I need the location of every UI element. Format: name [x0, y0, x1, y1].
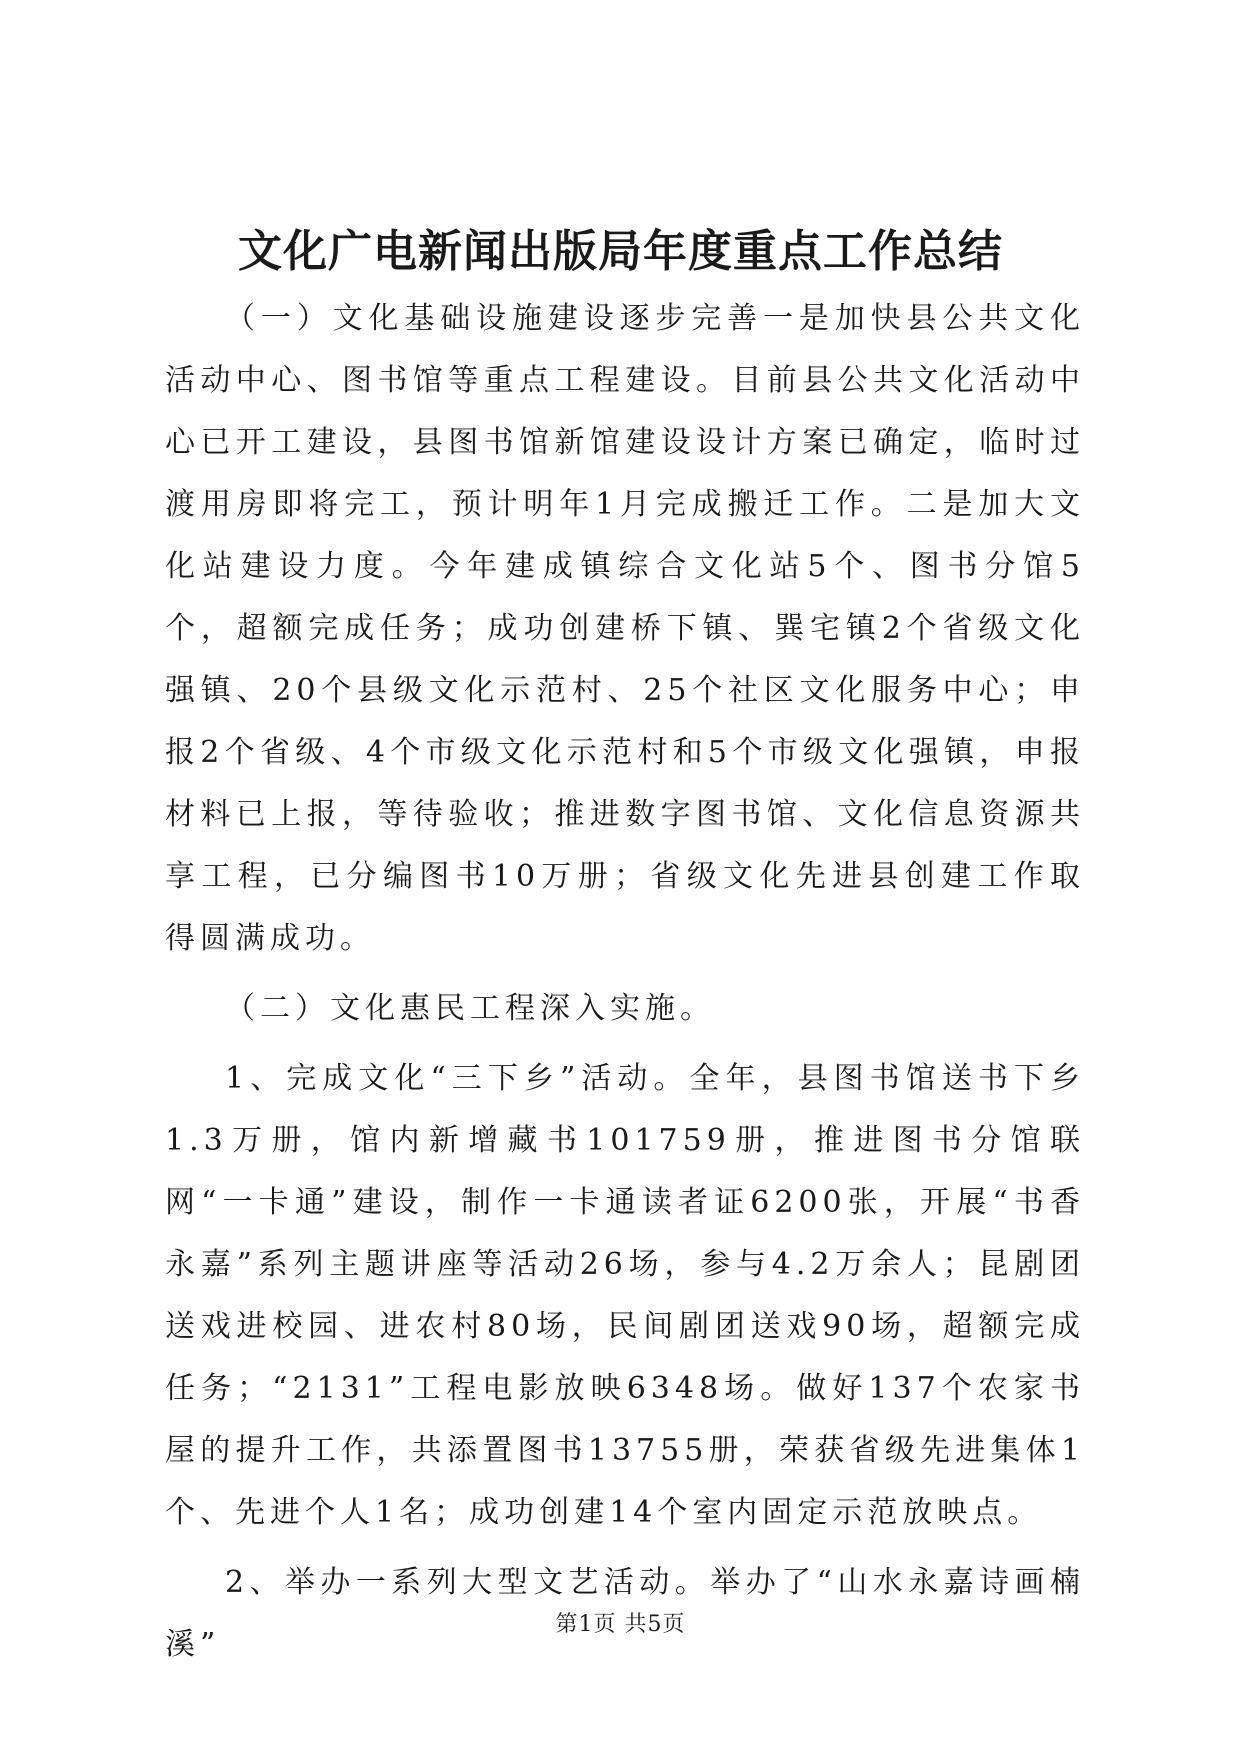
page-footer: 第1页 共5页 [555, 1612, 686, 1637]
paragraph-infrastructure: （一）文化基础设施建设逐步完善一是加快县公共文化活动中心、图书馆等重点工程建设。目前县公共文化活动中心已开工建设，县图书馆新馆建设设计方案已确定，临时过渡用房即将完工，预计明年1月完成搬迁工作。二是加大文化站建设力度。今年建成镇综合文化站5个、图书分馆5个，超额完成任务；成功创建桥下镇、巽宅镇2个省级文化强镇、20个县级文化示范村、25个社区文化服务中心；申报2个省级、4个市级文化示范村和5个市级文化强镇，申报材料已上报，等待验收；推进数字图书馆、文化信息资源共享工程，已分编图书10万册；省级文化先进县创建工作取得圆满成功。 [165, 301, 1085, 956]
document-body [165, 288, 1085, 1676]
paragraph-item-2: 2、举办一系列大型文艺活动。举办了“山水永嘉诗画楠溪” [165, 1565, 1085, 1662]
paragraph-section-heading: （二）文化惠民工程深入实施。 [225, 991, 715, 1026]
paragraph-item-1: 1、完成文化“三下乡”活动。全年，县图书馆送书下乡1.3万册，馆内新增藏书101759册，推进图书分馆联网“一卡通”建设，制作一卡通读者证6200张，开展“书香永嘉”系列主题讲座等活动26场，参与4.2万余人；昆剧团送戏进校园、进农村80场，民间剧团送戏90场，超额完成任务；“2131”工程电影放映6348场。做好137个农家书屋的提升工作，共添置图书13755册，荣获省级先进集体1个、先进个人1名；成功创建14个室内固定示范放映点。 [165, 1061, 1085, 1530]
page-title: 文化广电新闻出版局年度重点工作总结 [238, 226, 1003, 277]
